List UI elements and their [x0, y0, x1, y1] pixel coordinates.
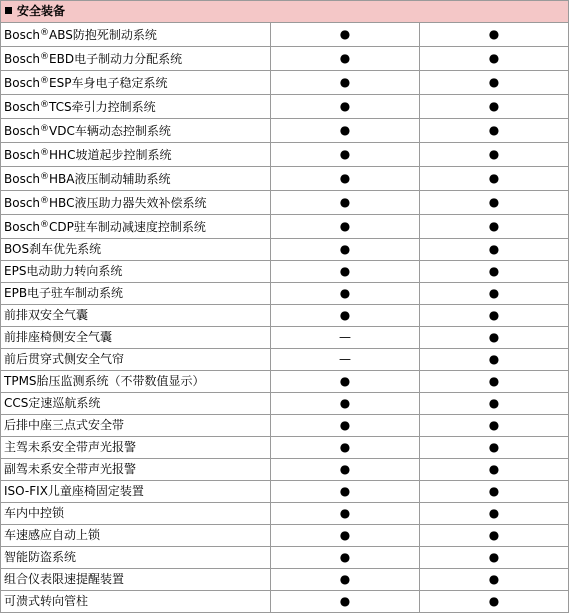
- config-2-value: ●: [420, 95, 569, 119]
- table-row: [1, 525, 569, 547]
- feature-name-cell: [1, 591, 271, 613]
- table-row: [1, 261, 569, 283]
- table-row: [1, 591, 569, 613]
- feature-name-suffix: TCS牵引力控制系统: [49, 100, 156, 114]
- config-1-value: ●: [271, 525, 420, 547]
- feature-name-text: Bosch: [4, 148, 41, 162]
- config-2-value: ●: [420, 119, 569, 143]
- registered-mark: ®: [40, 148, 50, 158]
- table-row: [1, 459, 569, 481]
- config-2-value: ●: [420, 261, 569, 283]
- config-2-value: ●: [420, 371, 569, 393]
- registered-mark: ®: [40, 76, 50, 86]
- table-row: [1, 437, 569, 459]
- feature-name-cell: [1, 459, 271, 481]
- config-2-value: ●: [420, 459, 569, 481]
- feature-name-text: Bosch: [4, 220, 41, 234]
- config-1-value: ●: [271, 459, 420, 481]
- feature-name-suffix: ESP车身电子稳定系统: [49, 76, 168, 90]
- config-2-value: ●: [420, 503, 569, 525]
- table-row: [1, 47, 569, 71]
- feature-name-cell: [1, 305, 271, 327]
- feature-name-cell: [1, 167, 271, 191]
- config-1-value: ●: [271, 47, 420, 71]
- feature-name-text: 车速感应自动上锁: [4, 528, 101, 542]
- config-2-value: ●: [420, 547, 569, 569]
- section-header-cell: [1, 1, 569, 23]
- feature-name-cell: [1, 95, 271, 119]
- feature-name-cell: [1, 215, 271, 239]
- feature-name-cell: [1, 239, 271, 261]
- table-row: [1, 415, 569, 437]
- table-row: [1, 95, 569, 119]
- feature-name-text: ISO-FIX儿童座椅固定装置: [4, 484, 144, 498]
- table-row: [1, 547, 569, 569]
- feature-name-suffix: VDC车辆动态控制系统: [49, 124, 171, 138]
- feature-name-text: Bosch: [4, 52, 41, 66]
- feature-name-cell: [1, 525, 271, 547]
- feature-name-cell: [1, 481, 271, 503]
- feature-name-text: 副驾未系安全带声光报警: [4, 462, 137, 476]
- registered-mark: ®: [40, 124, 50, 134]
- feature-name-text: 前排双安全气囊: [4, 308, 89, 322]
- config-2-value: ●: [420, 415, 569, 437]
- config-2-value: ●: [420, 437, 569, 459]
- config-1-value: ●: [271, 191, 420, 215]
- feature-name-cell: [1, 143, 271, 167]
- config-1-value: —: [271, 349, 420, 371]
- feature-name-text: BOS刹车优先系统: [4, 242, 102, 256]
- config-2-value: ●: [420, 305, 569, 327]
- config-2-value: ●: [420, 481, 569, 503]
- config-2-value: ●: [420, 191, 569, 215]
- feature-name-text: 车内中控锁: [4, 506, 65, 520]
- registered-mark: ®: [40, 196, 50, 206]
- table-row: [1, 481, 569, 503]
- config-2-value: ●: [420, 525, 569, 547]
- table-row: [1, 503, 569, 525]
- table-row: [1, 393, 569, 415]
- feature-name-text: 智能防盗系统: [4, 550, 77, 564]
- feature-name-text: Bosch: [4, 28, 41, 42]
- config-1-value: ●: [271, 143, 420, 167]
- config-1-value: ●: [271, 371, 420, 393]
- feature-name-cell: [1, 71, 271, 95]
- feature-name-text: Bosch: [4, 76, 41, 90]
- feature-name-cell: [1, 437, 271, 459]
- feature-name-cell: [1, 547, 271, 569]
- registered-mark: ®: [40, 220, 50, 230]
- config-2-value: ●: [420, 349, 569, 371]
- table-row: [1, 305, 569, 327]
- feature-name-text: EPS电动助力转向系统: [4, 264, 123, 278]
- table-row: [1, 283, 569, 305]
- config-2-value: ●: [420, 47, 569, 71]
- config-1-value: ●: [271, 283, 420, 305]
- config-1-value: ●: [271, 305, 420, 327]
- config-1-value: ●: [271, 71, 420, 95]
- feature-name-text: 可溃式转向管柱: [4, 594, 89, 608]
- config-2-value: ●: [420, 71, 569, 95]
- feature-name-text: TPMS胎压监测系统（不带数值显示）: [4, 374, 205, 388]
- feature-name-text: CCS定速巡航系统: [4, 396, 101, 410]
- feature-name-cell: [1, 569, 271, 591]
- config-1-value: ●: [271, 261, 420, 283]
- config-1-value: ●: [271, 95, 420, 119]
- feature-name-suffix: HBA液压制动辅助系统: [49, 172, 171, 186]
- registered-mark: ®: [40, 52, 50, 62]
- feature-name-cell: [1, 283, 271, 305]
- config-2-value: ●: [420, 283, 569, 305]
- feature-name-text: Bosch: [4, 100, 41, 114]
- registered-mark: ®: [40, 28, 50, 38]
- table-row: [1, 327, 569, 349]
- feature-name-text: EPB电子驻车制动系统: [4, 286, 124, 300]
- feature-name-cell: [1, 119, 271, 143]
- feature-name-cell: [1, 261, 271, 283]
- table-row: [1, 239, 569, 261]
- config-1-value: ●: [271, 23, 420, 47]
- feature-name-text: 前后贯穿式侧安全气帘: [4, 352, 125, 366]
- config-1-value: ●: [271, 503, 420, 525]
- config-2-value: ●: [420, 569, 569, 591]
- feature-name-text: Bosch: [4, 172, 41, 186]
- feature-name-cell: [1, 23, 271, 47]
- feature-name-text: 主驾未系安全带声光报警: [4, 440, 137, 454]
- config-1-value: ●: [271, 239, 420, 261]
- section-header-row: [1, 1, 569, 23]
- table-row: [1, 215, 569, 239]
- table-row: [1, 371, 569, 393]
- feature-name-text: Bosch: [4, 124, 41, 138]
- config-1-value: ●: [271, 415, 420, 437]
- registered-mark: ®: [40, 172, 50, 182]
- feature-name-cell: [1, 349, 271, 371]
- section-title: 安全装备: [17, 4, 66, 18]
- config-1-value: ●: [271, 437, 420, 459]
- config-1-value: ●: [271, 167, 420, 191]
- config-1-value: ●: [271, 481, 420, 503]
- feature-name-text: Bosch: [4, 196, 41, 210]
- feature-name-cell: [1, 191, 271, 215]
- feature-name-cell: [1, 503, 271, 525]
- feature-name-cell: [1, 371, 271, 393]
- config-1-value: ●: [271, 215, 420, 239]
- config-2-value: ●: [420, 167, 569, 191]
- config-1-value: ●: [271, 591, 420, 613]
- table-row: [1, 143, 569, 167]
- registered-mark: ®: [40, 100, 50, 110]
- feature-name-cell: [1, 47, 271, 71]
- table-row: [1, 119, 569, 143]
- config-2-value: ●: [420, 591, 569, 613]
- config-2-value: ●: [420, 23, 569, 47]
- config-2-value: ●: [420, 215, 569, 239]
- feature-name-cell: [1, 415, 271, 437]
- feature-name-text: 后排中座三点式安全带: [4, 418, 125, 432]
- feature-name-suffix: HBC液压助力器失效补偿系统: [49, 196, 207, 210]
- feature-name-cell: [1, 393, 271, 415]
- black-square-icon: [5, 7, 12, 14]
- feature-name-text: 前排座椅侧安全气囊: [4, 330, 113, 344]
- config-2-value: ●: [420, 143, 569, 167]
- table-row: [1, 569, 569, 591]
- feature-name-text: 组合仪表限速提醒装置: [4, 572, 125, 586]
- config-1-value: ●: [271, 393, 420, 415]
- config-1-value: —: [271, 327, 420, 349]
- config-1-value: ●: [271, 547, 420, 569]
- feature-name-suffix: CDP驻车制动减速度控制系统: [49, 220, 206, 234]
- table-row: [1, 71, 569, 95]
- config-2-value: ●: [420, 393, 569, 415]
- spec-table-body: [1, 1, 569, 613]
- config-2-value: ●: [420, 327, 569, 349]
- table-row: [1, 349, 569, 371]
- table-row: [1, 191, 569, 215]
- config-1-value: ●: [271, 119, 420, 143]
- feature-name-suffix: EBD电子制动力分配系统: [49, 52, 183, 66]
- config-1-value: ●: [271, 569, 420, 591]
- table-row: [1, 167, 569, 191]
- table-row: [1, 23, 569, 47]
- feature-name-suffix: ABS防抱死制动系统: [49, 28, 157, 42]
- config-2-value: ●: [420, 239, 569, 261]
- feature-name-cell: [1, 327, 271, 349]
- feature-name-suffix: HHC坡道起步控制系统: [49, 148, 172, 162]
